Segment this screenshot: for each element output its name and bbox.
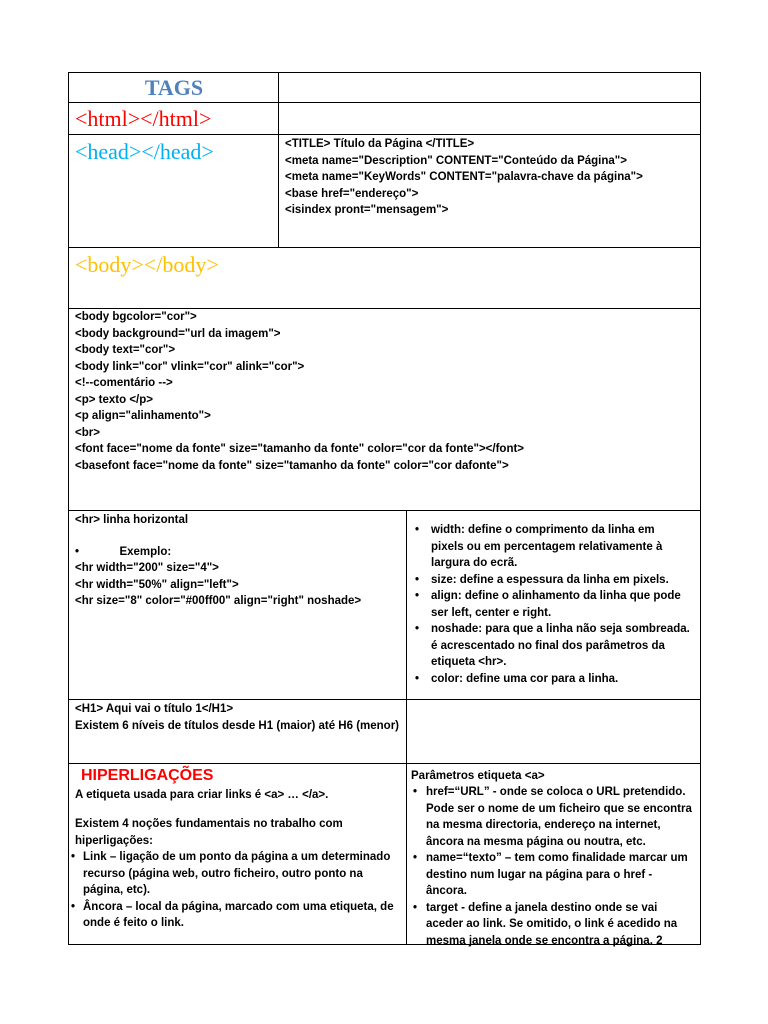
concept-item: • Âncora – local da página, marcado com uma etiqueta, de onde é feito o link. bbox=[71, 900, 394, 929]
hr-param: • noshade: para que a linha não seja sombreada. é acrescentado no final dos parâmetros da etiqueta <hr>. bbox=[415, 623, 690, 668]
hyperlinks-intro: A etiqueta usada para criar links é <a> … </a>. bbox=[75, 789, 329, 801]
body-line: <body bgcolor="cor"> bbox=[75, 311, 197, 323]
concepts-line: Existem 4 noções fundamentais no trabalho com bbox=[75, 818, 343, 830]
head-line: <meta name="Description" CONTENT="Conteúdo da Página"> bbox=[285, 154, 627, 167]
cell-hyperlinks bbox=[68, 763, 407, 945]
body-line: <p> texto </p> bbox=[75, 393, 153, 406]
hr-param: • color: define uma cor para a linha. bbox=[411, 671, 701, 688]
hr-example: <hr size="8" color="#00ff00" align="right" noshade> bbox=[75, 595, 362, 607]
cell-html-empty bbox=[278, 102, 701, 135]
bullet-icon: • bbox=[415, 623, 420, 635]
bullet-icon: • bbox=[413, 901, 418, 914]
body-line: <font face="nome da fonte" size="tamanho da fonte" color="cor da fonte"></font> bbox=[75, 443, 525, 455]
cell-body-tag bbox=[68, 247, 701, 309]
head-line: <TITLE> Título da Página </TITLE> bbox=[285, 138, 475, 150]
cell-tags-empty bbox=[278, 72, 701, 103]
body-line: <body link="cor" vlink="cor" alink="cor"> bbox=[75, 360, 305, 373]
cell-body-attributes bbox=[68, 308, 701, 511]
hyperlinks-title: HIPERLIGAÇÕES bbox=[81, 767, 214, 784]
cell-anchor-params bbox=[406, 763, 701, 945]
anchor-params-title: Parâmetros etiqueta <a> bbox=[411, 770, 545, 782]
hr-example-heading bbox=[75, 544, 171, 561]
body-tag: <body></body> bbox=[75, 252, 219, 277]
bullet-icon: • bbox=[71, 851, 76, 863]
body-line: <body text="cor"> bbox=[75, 344, 176, 356]
bullet-icon: • bbox=[415, 672, 420, 685]
head-tag: <head></head> bbox=[75, 139, 214, 164]
hr-param: • size: define a espessura da linha em pixels. bbox=[411, 572, 701, 589]
body-line: <br> bbox=[75, 426, 100, 439]
body-line: <body background="url da imagem"> bbox=[75, 327, 281, 340]
tags-table bbox=[68, 72, 701, 945]
cell-head-tag bbox=[68, 134, 279, 248]
anchor-param: • name=“texto” – tem como finalidade marcar um destino num lugar na página para o href - âncora. bbox=[413, 852, 688, 897]
tags-title: TAGS bbox=[144, 75, 204, 100]
cell-head-content bbox=[278, 134, 701, 248]
hr-param: • align: define o alinhamento da linha que pode ser left, center e right. bbox=[415, 590, 681, 619]
hr-title: <hr> linha horizontal bbox=[75, 514, 189, 526]
anchor-param: • href=“URL” - onde se coloca o URL pretendido. Pode ser o nome de um ficheiro que se encontra na mesma directoria, endereço na internet, âncora na mesma página ou noutra, etc. bbox=[413, 786, 692, 848]
h1-lines bbox=[75, 701, 399, 734]
concepts-line: hiperligações: bbox=[75, 834, 153, 847]
head-line: <isindex pront="mensagem"> bbox=[285, 204, 449, 216]
cell-tags-title bbox=[68, 72, 279, 103]
h1-line: Existem 6 níveis de títulos desde H1 (maior) até H6 (menor) bbox=[75, 719, 400, 732]
bullet-icon: • bbox=[415, 524, 420, 536]
bullet-icon: • bbox=[71, 900, 76, 913]
hr-example-label: Exemplo: bbox=[119, 546, 172, 558]
bullet-icon: • bbox=[75, 546, 80, 558]
concept-item: • Link – ligação de um ponto da página a um determinado recurso (página web, outro ficheiro, outro ponto na página, etc). bbox=[71, 851, 391, 896]
hr-example: <hr width="50%" align="left"> bbox=[75, 578, 239, 591]
cell-h1-empty bbox=[406, 699, 701, 764]
anchor-params bbox=[409, 784, 701, 949]
bullet-icon: • bbox=[413, 852, 418, 864]
hr-param: • width: define o comprimento da linha em pixels ou em percentagem relativamente à largura do ecrã. bbox=[415, 524, 663, 569]
body-lines bbox=[75, 309, 524, 474]
anchor-param: • target - define a janela destino onde se vai aceder ao link. Se omitido, o link é acedido na mesma janela onde se encontra a página. 2 bbox=[413, 901, 678, 947]
head-line: <base href="endereço"> bbox=[285, 187, 419, 200]
bullet-icon: • bbox=[415, 590, 420, 602]
hyperlinks-concepts bbox=[71, 849, 405, 932]
bullet-icon: • bbox=[413, 786, 418, 798]
hyperlinks-concepts-intro bbox=[75, 816, 343, 849]
head-lines bbox=[285, 136, 643, 219]
cell-hr-examples bbox=[68, 510, 407, 700]
body-line: <basefont face="nome da fonte" size="tamanho da fonte" color="cor dafonte"> bbox=[75, 459, 509, 472]
cell-h1 bbox=[68, 699, 407, 764]
hr-example: <hr width="200" size="4"> bbox=[75, 562, 219, 574]
bullet-icon: • bbox=[415, 573, 420, 586]
head-line: <meta name="KeyWords" CONTENT="palavra-chave da página"> bbox=[285, 171, 643, 183]
body-line: <p align="alinhamento"> bbox=[75, 410, 211, 422]
hr-examples bbox=[75, 560, 361, 610]
cell-html-tag bbox=[68, 102, 279, 135]
h1-line: <H1> Aqui vai o título 1</H1> bbox=[75, 703, 234, 715]
html-tag: <html></html> bbox=[75, 106, 212, 131]
cell-hr-params bbox=[406, 510, 701, 700]
hr-params bbox=[411, 522, 701, 687]
body-line: <!--comentário --> bbox=[75, 377, 173, 389]
